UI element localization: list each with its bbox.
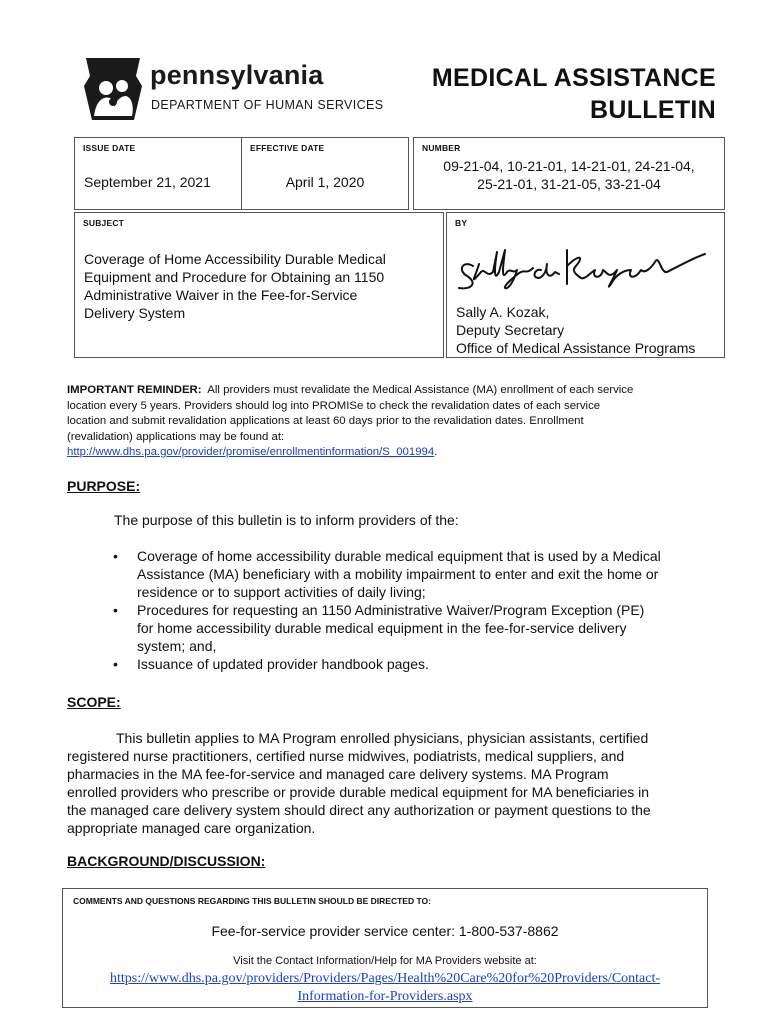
- effective-date-label: EFFECTIVE DATE: [250, 143, 325, 153]
- list-item-line: Coverage of home accessibility durable medical equipment that is used by a Medical: [137, 548, 661, 564]
- reminder-line: All providers must revalidate the Medical Assistance (MA) enrollment of each service: [207, 384, 634, 396]
- keystone-logo: [82, 56, 144, 122]
- subject-line: Delivery System: [84, 305, 186, 321]
- scope-line: registered nurse practitioners, certified nurse midwives, podiatrists, medical suppliers, and: [67, 748, 625, 764]
- reminder-line: location and submit revalidation applications at least 60 days prior to the revalidation dates. Enrollment: [67, 415, 584, 427]
- bulletin-title-line2: BULLETIN: [590, 96, 716, 124]
- contact-phone: Fee-for-service provider service center: 1-800-537-8862: [211, 923, 559, 939]
- contact-url-line[interactable]: https://www.dhs.pa.gov/providers/Providers/Pages/Health%20Care%20for%20Providers/Contact-: [109, 971, 661, 986]
- signature-image: [455, 244, 711, 292]
- background-heading: BACKGROUND/DISCUSSION:: [67, 853, 266, 869]
- bulletin-title-line1: MEDICAL ASSISTANCE: [431, 64, 716, 92]
- reminder-line: (revalidation) applications may be found at:: [67, 430, 285, 443]
- list-item: [113, 655, 723, 673]
- signer-title: Deputy Secretary: [456, 322, 565, 338]
- list-item-line: Issuance of updated provider handbook pages.: [137, 656, 429, 672]
- scope-line: the managed care delivery system should direct any authorization or payment questions to the: [67, 802, 651, 818]
- list-item-line: residence or to support activities of daily living;: [137, 584, 426, 600]
- important-reminder: [67, 383, 707, 461]
- contact-label: COMMENTS AND QUESTIONS REGARDING THIS BULLETIN SHOULD BE DIRECTED TO:: [73, 896, 431, 906]
- contact-box: [62, 888, 708, 1008]
- scope-text: [67, 729, 717, 837]
- reminder-lead: IMPORTANT REMINDER:: [67, 384, 202, 396]
- link-suffix: .: [434, 446, 438, 458]
- purpose-intro: The purpose of this bulletin is to inform providers of the:: [114, 512, 459, 528]
- bulletin-title: [386, 62, 716, 126]
- number-line: 09-21-04, 10-21-01, 14-21-01, 24-21-04,: [443, 158, 695, 174]
- effective-date-box: [241, 137, 409, 210]
- logo-wordmark: pennsylvania: [150, 60, 324, 90]
- scope-line: appropriate managed care organization.: [67, 820, 316, 836]
- bullet-icon: •: [113, 602, 118, 618]
- scope-line: This bulletin applies to MA Program enrolled physicians, physician assistants, certified: [116, 730, 649, 746]
- number-box: [413, 137, 725, 210]
- contact-visit-text: Visit the Contact Information/Help for MA Providers website at:: [233, 955, 537, 967]
- number-value: [414, 157, 724, 193]
- signer-name: Sally A. Kozak,: [456, 304, 550, 320]
- subject-line: Equipment and Procedure for Obtaining an 1150: [84, 269, 385, 285]
- contact-website-link[interactable]: [63, 970, 707, 1006]
- scope-heading: SCOPE:: [67, 694, 121, 710]
- issue-date-value: September 21, 2021: [84, 174, 211, 190]
- subject-line: Coverage of Home Accessibility Durable Medical: [84, 251, 386, 267]
- subject-line: Administrative Waiver in the Fee-for-Service: [84, 287, 358, 303]
- list-item: [113, 547, 723, 601]
- bullet-icon: •: [113, 548, 118, 564]
- subject-text: [84, 250, 386, 322]
- scope-line: pharmacies in the MA fee-for-service and managed care delivery systems. MA Program: [67, 766, 609, 782]
- list-item-line: Procedures for requesting an 1150 Administrative Waiver/Program Exception (PE): [137, 602, 645, 618]
- list-item-line: for home accessibility durable medical equipment in the fee-for-service delivery: [137, 620, 627, 636]
- purpose-list: [113, 547, 723, 673]
- list-item: [113, 601, 723, 655]
- purpose-heading: PURPOSE:: [67, 478, 141, 494]
- issue-date-label: ISSUE DATE: [83, 143, 136, 153]
- scope-line: enrolled providers who prescribe or provide durable medical equipment for MA beneficiaries in: [67, 784, 650, 800]
- number-label: NUMBER: [422, 143, 461, 153]
- subject-box: [74, 212, 444, 358]
- contact-url-line[interactable]: Information-for-Providers.aspx: [297, 989, 473, 1004]
- issue-date-box: [74, 137, 242, 210]
- reminder-line: location every 5 years. Providers should log into PROMISe to check the revalidation dates of each service: [67, 399, 601, 412]
- signer-info: [456, 303, 695, 357]
- effective-date-value: April 1, 2020: [285, 174, 365, 190]
- logo-department: DEPARTMENT OF HUMAN SERVICES: [151, 98, 384, 112]
- bullet-icon: •: [113, 656, 118, 672]
- revalidation-link[interactable]: http://www.dhs.pa.gov/provider/promise/enrollmentinformation/S_001994: [67, 446, 435, 458]
- subject-label: SUBJECT: [83, 218, 125, 228]
- number-line: 25-21-01, 31-21-05, 33-21-04: [477, 176, 661, 192]
- list-item-line: Assistance (MA) beneficiary with a mobility impairment to enter and exit the home or: [137, 566, 659, 582]
- signer-office: Office of Medical Assistance Programs: [456, 340, 696, 356]
- by-label: BY: [455, 218, 468, 228]
- list-item-line: system; and,: [137, 638, 217, 654]
